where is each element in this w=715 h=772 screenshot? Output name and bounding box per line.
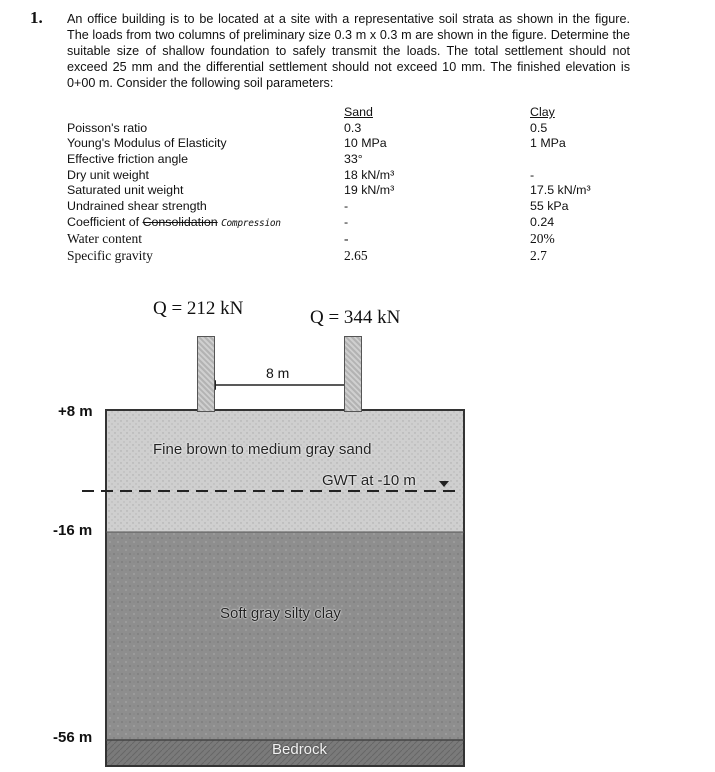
clay-column-header: Clay [530, 105, 555, 119]
struck-word: Consolidation [142, 215, 218, 229]
parameter-name: Effective friction angle [67, 152, 188, 166]
sand-layer [106, 410, 464, 532]
bedrock-label: Bedrock [272, 741, 328, 758]
sand-column-header: Sand [344, 105, 373, 119]
clay-layer-label: Soft gray silty clay [220, 605, 341, 622]
parameter-name: Young's Modulus of Elasticity [67, 136, 227, 150]
parameter-name: Poisson's ratio [67, 121, 148, 135]
handwritten-correction: Compression [221, 218, 281, 229]
load-label-right: Q = 344 kN [310, 307, 401, 328]
clay-layer [106, 532, 464, 740]
sand-value: 10 MPa [344, 136, 387, 150]
problem-statement: An office building is to be located at a site with a representative soil strata as shown in the figure. The loads from two columns of preliminary size 0.3 m x 0.3 m are shown in the figure. Determine the suitable size of shallow foundation to safely transmit the loads. The total settlement should not exceed 25 mm and the differential settlement should not exceed 10 mm. The finished elevation is 0+00 m. Consider the following soil parameters: [67, 12, 630, 90]
clay-value: 1 MPa [530, 136, 566, 150]
sand-value: - [344, 199, 349, 213]
parameter-name: Specific gravity [67, 248, 153, 263]
sand-value: - [344, 215, 349, 229]
load-label-left: Q = 212 kN [153, 298, 244, 319]
sand-value: 19 kN/m³ [344, 183, 395, 197]
elevation-bottom-label: -56 m [53, 729, 93, 746]
column-left [197, 336, 215, 412]
spacing-label: 8 m [266, 365, 290, 381]
sand-value: - [344, 231, 349, 246]
sand-layer-label: Fine brown to medium gray sand [153, 441, 372, 458]
elevation-mid-label: -16 m [53, 522, 93, 539]
sand-value: 18 kN/m³ [344, 168, 395, 182]
elevation-top-label: +8 m [58, 403, 93, 420]
parameter-name: Water content [67, 231, 143, 246]
parameter-name: Undrained shear strength [67, 199, 207, 213]
clay-value: - [530, 168, 535, 182]
clay-value: 20% [530, 231, 555, 246]
gwt-label: GWT at -10 m [322, 472, 416, 489]
sand-value: 2.65 [344, 248, 368, 263]
sand-value: 33° [344, 152, 363, 166]
question-number: 1. [30, 8, 43, 27]
column-right [344, 336, 362, 412]
clay-value: 2.7 [530, 248, 547, 263]
clay-value: 0.24 [530, 215, 555, 229]
parameter-name: Saturated unit weight [67, 183, 184, 197]
clay-value: 55 kPa [530, 199, 569, 213]
parameter-name: Coefficient of [67, 215, 140, 229]
clay-value: 0.5 [530, 121, 548, 135]
clay-value: 17.5 kN/m³ [530, 183, 591, 197]
sand-value: 0.3 [344, 121, 362, 135]
parameter-name: Dry unit weight [67, 168, 149, 182]
